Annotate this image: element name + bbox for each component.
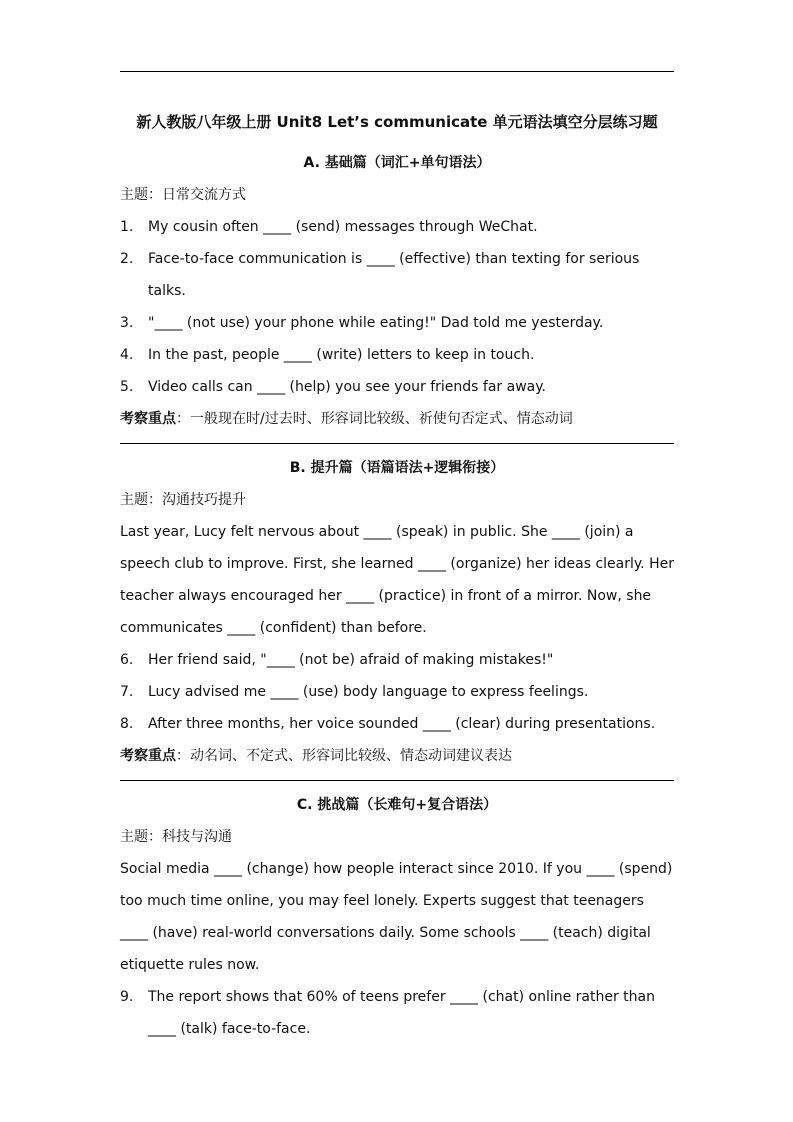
question-text: In the past, people ____ (write) letters to keep in touch.	[148, 347, 535, 363]
section-c-topic: 主题：科技与沟通	[120, 829, 232, 845]
question-number: 9.	[120, 989, 134, 1005]
section-a-heading: A. 基础篇（词汇+单句语法）	[303, 155, 491, 171]
question-text: Lucy advised me ____ (use) body language to express feelings.	[148, 684, 589, 700]
question-number: 2.	[120, 251, 134, 267]
focus-label: 考察重点	[120, 748, 176, 764]
question-number: 4.	[120, 347, 134, 363]
focus-label: 考察重点	[120, 411, 176, 427]
document-content	[120, 71, 674, 1045]
question-text: My cousin often ____ (send) messages through WeChat.	[148, 219, 538, 235]
question-text: "____ (not use) your phone while eating!" Dad told me yesterday.	[148, 315, 604, 331]
section-a-focus	[120, 403, 674, 435]
question-number: 5.	[120, 379, 134, 395]
question-number: 8.	[120, 716, 134, 732]
section-c-passage: Social media ____ (change) how people interact since 2010. If you ____ (spend) too much time online, you may feel lonely. Experts suggest that teenagers ____ (have) real-world conversations daily. Some schools ____ (teach) digital etiquette rules now.	[120, 861, 673, 973]
section-a-topic: 主题：日常交流方式	[120, 187, 246, 203]
question-item	[120, 644, 674, 676]
section-b	[120, 452, 674, 772]
question-item	[120, 371, 674, 403]
focus-text: ：一般现在时/过去时、形容词比较级、祈使句否定式、情态动词	[176, 411, 573, 427]
question-text: Video calls can ____ (help) you see your friends far away.	[148, 379, 546, 395]
section-a	[120, 147, 674, 435]
section-divider	[120, 780, 674, 781]
question-item	[120, 676, 674, 708]
section-b-focus	[120, 740, 674, 772]
section-b-topic: 主题：沟通技巧提升	[120, 492, 246, 508]
question-text: After three months, her voice sounded ____ (clear) during presentations.	[148, 716, 656, 732]
section-divider	[120, 443, 674, 444]
focus-text: ：动名词、不定式、形容词比较级、情态动词建议表达	[176, 748, 512, 764]
section-c-heading: C. 挑战篇（长难句+复合语法）	[296, 797, 498, 813]
question-text: The report shows that 60% of teens prefer ____ (chat) online rather than ____ (talk) face-to-face.	[148, 989, 655, 1037]
section-b-heading: B. 提升篇（语篇语法+逻辑衔接）	[289, 460, 505, 476]
question-item	[120, 243, 674, 307]
document-title: 新人教版八年级上册 Unit8 Let’s communicate 单元语法填空分层练习题	[136, 113, 658, 131]
question-item	[120, 339, 674, 371]
question-number: 1.	[120, 219, 134, 235]
question-number: 6.	[120, 652, 134, 668]
question-item	[120, 981, 674, 1045]
section-c	[120, 789, 674, 1045]
question-item	[120, 708, 674, 740]
question-item	[120, 211, 674, 243]
top-divider	[120, 71, 674, 72]
section-b-passage: Last year, Lucy felt nervous about ____ (speak) in public. She ____ (join) a speech club to improve. First, she learned ____ (organize) her ideas clearly. Her teacher always encouraged her ____ (practice) in front of a mirror. Now, she communicates ____ (confident) than before.	[120, 524, 674, 636]
question-item	[120, 307, 674, 339]
question-number: 3.	[120, 315, 134, 331]
question-number: 7.	[120, 684, 134, 700]
question-text: Face-to-face communication is ____ (effective) than texting for serious talks.	[148, 251, 640, 299]
question-text: Her friend said, "____ (not be) afraid of making mistakes!"	[148, 652, 554, 668]
